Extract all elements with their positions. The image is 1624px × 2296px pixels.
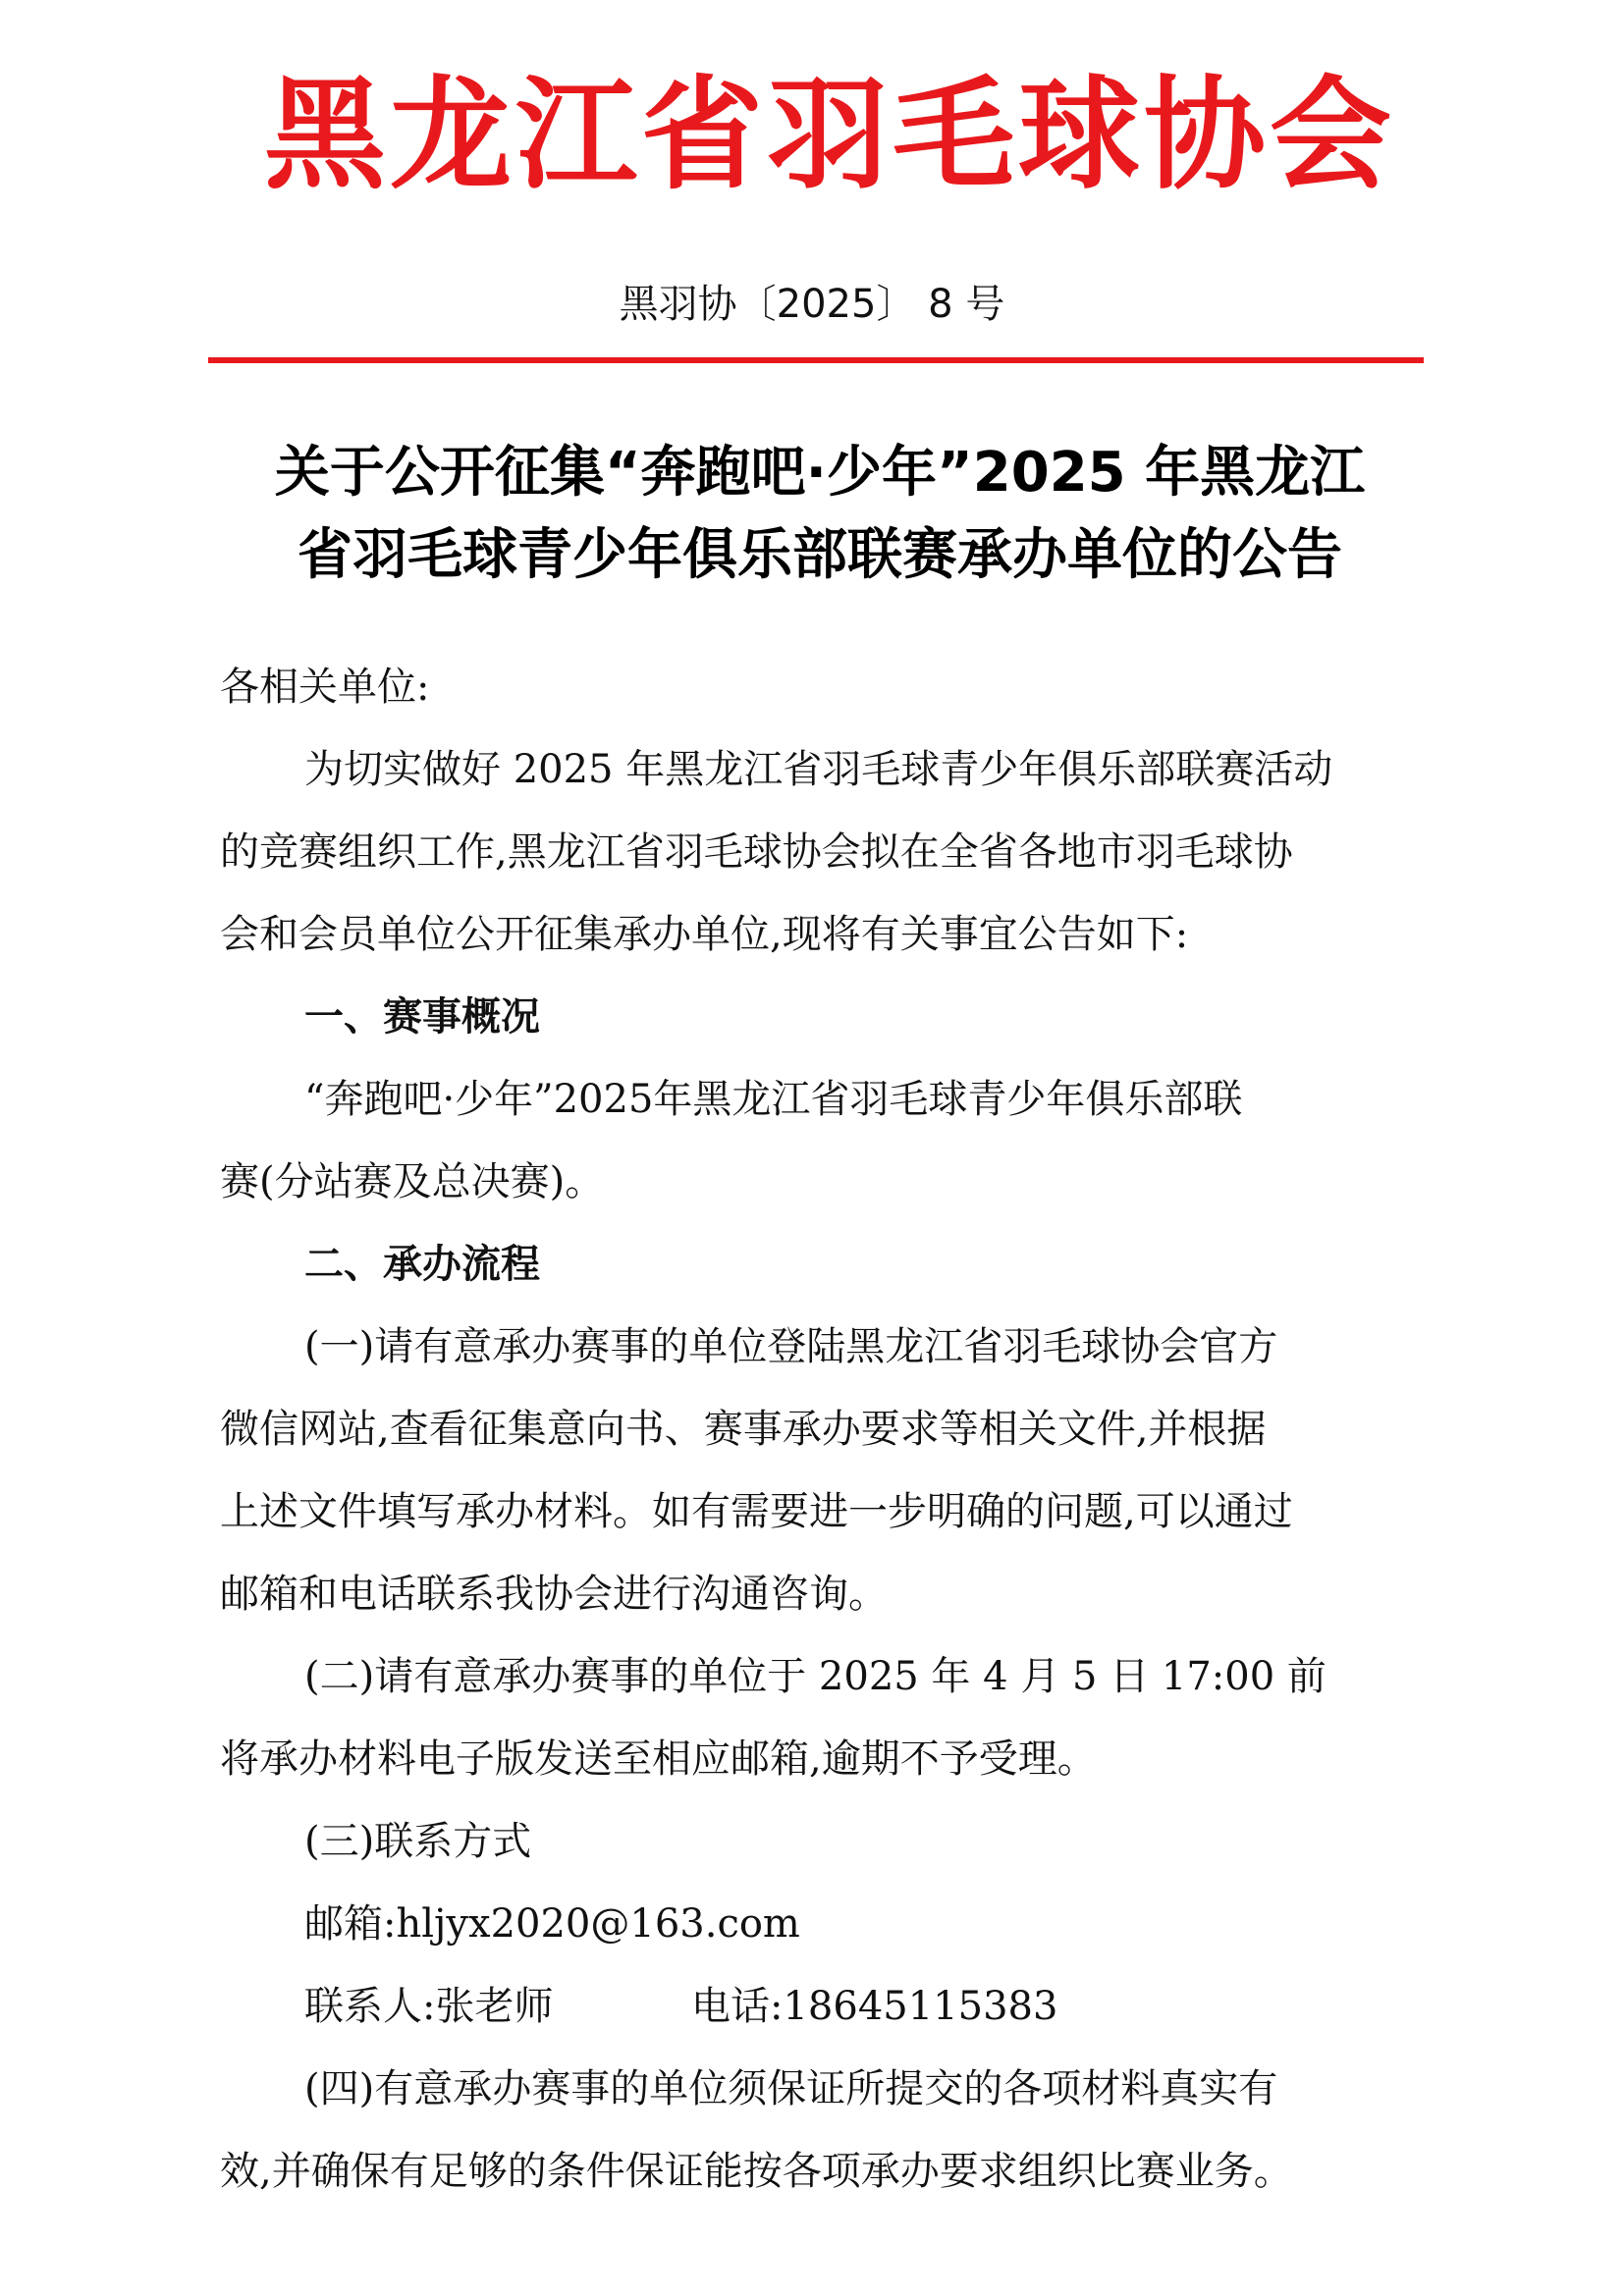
paragraph-line: (四)有意承办赛事的单位须保证所提交的各项材料真实有 bbox=[304, 2066, 1278, 2111]
paragraph-line: 将承办材料电子版发送至相应邮箱,逾期不予受理。 bbox=[220, 1736, 1097, 1782]
notice-title bbox=[216, 432, 1424, 597]
paragraph-line: (二)请有意承办赛事的单位于 2025 年 4 月 5 日 17:00 前 bbox=[304, 1654, 1326, 1699]
document-number: 黑羽协〔2025〕 8 号 bbox=[619, 282, 1005, 327]
contact-email: 邮箱:hljyx2020@163.com bbox=[304, 1901, 800, 1947]
contact-phone: 电话:18645115383 bbox=[691, 1984, 1058, 2029]
paragraph-line: 上述文件填写承办材料。如有需要进一步明确的问题,可以通过 bbox=[220, 1489, 1293, 1534]
red-divider-line bbox=[208, 357, 1424, 363]
paragraph-line: 效,并确保有足够的条件保证能按各项承办要求组织比赛业务。 bbox=[220, 2149, 1293, 2194]
paragraph-line: 邮箱和电话联系我协会进行沟通咨询。 bbox=[220, 1572, 888, 1617]
subsection-heading: (三)联系方式 bbox=[304, 1819, 532, 1864]
contact-person: 联系人:张老师 bbox=[304, 1984, 554, 2029]
section-heading: 二、承办流程 bbox=[304, 1242, 540, 1287]
paragraph-line: 的竞赛组织工作,黑龙江省羽毛球协会拟在全省各地市羽毛球协 bbox=[220, 829, 1293, 875]
notice-title-line: 关于公开征集“奔跑吧·少年”2025 年黑龙江 bbox=[274, 441, 1366, 505]
notice-title-line: 省羽毛球青少年俱乐部联赛承办单位的公告 bbox=[298, 523, 1342, 587]
section-heading: 一、赛事概况 bbox=[304, 994, 540, 1040]
paragraph-line: 微信网站,查看征集意向书、赛事承办要求等相关文件,并根据 bbox=[220, 1407, 1267, 1452]
paragraph-line: 会和会员单位公开征集承办单位,现将有关事宜公告如下: bbox=[220, 912, 1189, 957]
paragraph-line: 为切实做好 2025 年黑龙江省羽毛球青少年俱乐部联赛活动 bbox=[304, 747, 1333, 792]
paragraph-line: 赛(分站赛及总决赛)。 bbox=[220, 1159, 605, 1204]
paragraph-line: “奔跑吧·少年”2025年黑龙江省羽毛球青少年俱乐部联 bbox=[304, 1077, 1243, 1122]
salutation: 各相关单位: bbox=[220, 665, 430, 710]
organization-header: 黑龙江省羽毛球协会 bbox=[263, 64, 1395, 206]
paragraph-line: (一)请有意承办赛事的单位登陆黑龙江省羽毛球协会官方 bbox=[304, 1324, 1278, 1369]
